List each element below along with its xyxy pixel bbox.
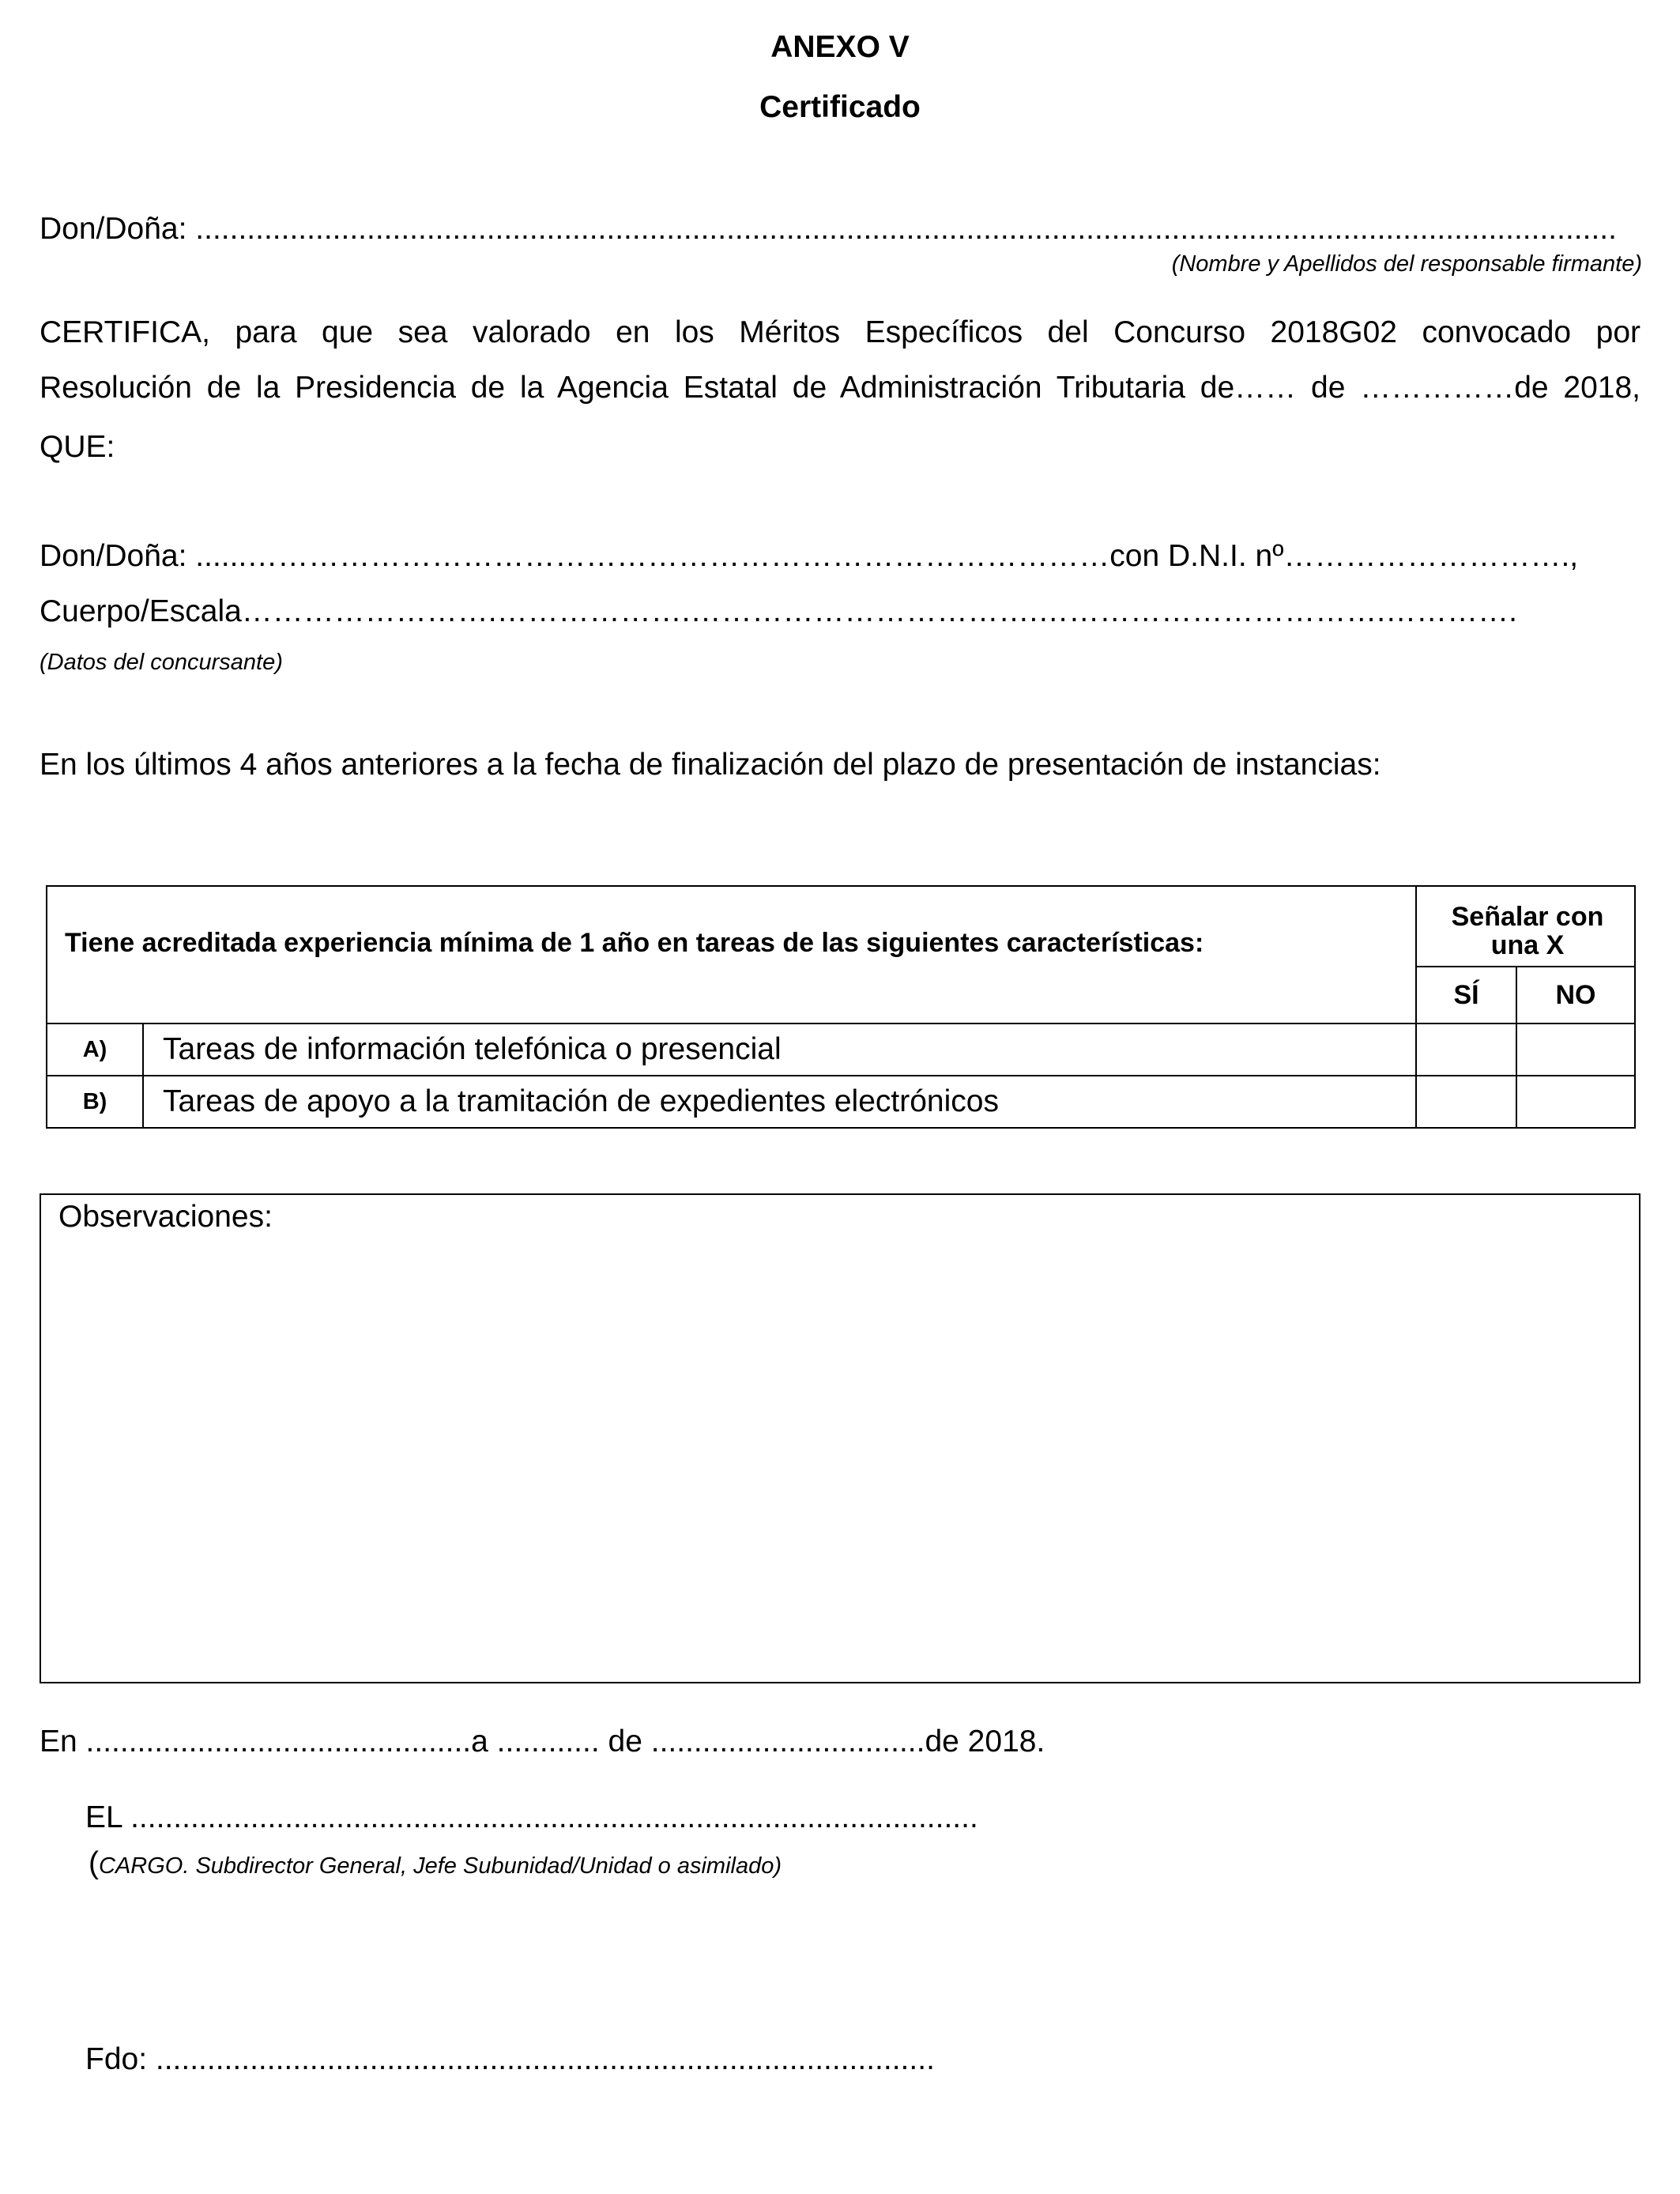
mark-header-cell — [1415, 885, 1636, 967]
column-no: NO — [1516, 966, 1636, 1024]
note-open-paren: ( — [89, 1846, 99, 1880]
signature-line: Fdo: ........................................................................................... — [85, 2042, 935, 2076]
row-b-label: B) — [46, 1075, 144, 1129]
document-subtitle: Certificado — [759, 90, 921, 124]
signer-position-line: EL ................................................................................................... — [85, 1800, 978, 1834]
certifica-line-1: CERTIFICA, para que sea valorado en los Méritos Específicos del Concurso 2018G02 convocado por — [40, 315, 1640, 349]
observations-label: Observaciones: — [58, 1200, 273, 1234]
responsible-name-line: Don/Doña: ...................................................................................................................................................................... — [40, 212, 1617, 246]
row-a-description: Tareas de información telefónica o presencial — [142, 1023, 1417, 1076]
place-date-line: En .............................................a ............ de ................................de 2018. — [40, 1725, 1045, 1759]
row-a-si-checkbox[interactable] — [1415, 1023, 1517, 1076]
row-b-no-checkbox[interactable] — [1516, 1075, 1636, 1129]
column-si: SÍ — [1415, 966, 1517, 1024]
signer-note-text: CARGO. Subdirector General, Jefe Subunidad/Unidad o asimilado) — [99, 1853, 782, 1879]
certifica-line-3: QUE: — [40, 430, 115, 464]
mark-header-text: Señalar con una X — [1451, 902, 1604, 960]
period-statement: En los últimos 4 años anteriores a la fecha de finalización del plazo de presentación de instancias: — [40, 748, 1381, 782]
row-b-description: Tareas de apoyo a la tramitación de expedientes electrónicos — [142, 1075, 1417, 1129]
candidate-corps-line: Cuerpo/Escala…………………….……………….…………………………….…………………………….…………. — [40, 594, 1517, 628]
signer-position-note — [89, 1846, 782, 1881]
experience-table — [46, 885, 1636, 1129]
document-title: ANEXO V — [770, 30, 910, 64]
candidate-note: (Datos del concursante) — [40, 650, 283, 675]
candidate-name-line: Don/Doña: ......…………………………………………………………………………con D.N.I. nº………………………., — [40, 539, 1579, 573]
certifica-line-2: Resolución de la Presidencia de la Agencia Estatal de Administración Tributaria de…… de ……………de 2018, — [40, 371, 1640, 405]
observations-box[interactable] — [40, 1193, 1640, 1683]
row-a-label: A) — [46, 1023, 144, 1076]
table-header-cell — [46, 885, 1417, 1024]
responsible-name-note: (Nombre y Apellidos del responsable firmante) — [1171, 251, 1642, 277]
row-b-si-checkbox[interactable] — [1415, 1075, 1517, 1129]
row-a-no-checkbox[interactable] — [1516, 1023, 1636, 1076]
table-header-text: Tiene acreditada experiencia mínima de 1 año en tareas de las siguientes características: — [65, 928, 1204, 958]
